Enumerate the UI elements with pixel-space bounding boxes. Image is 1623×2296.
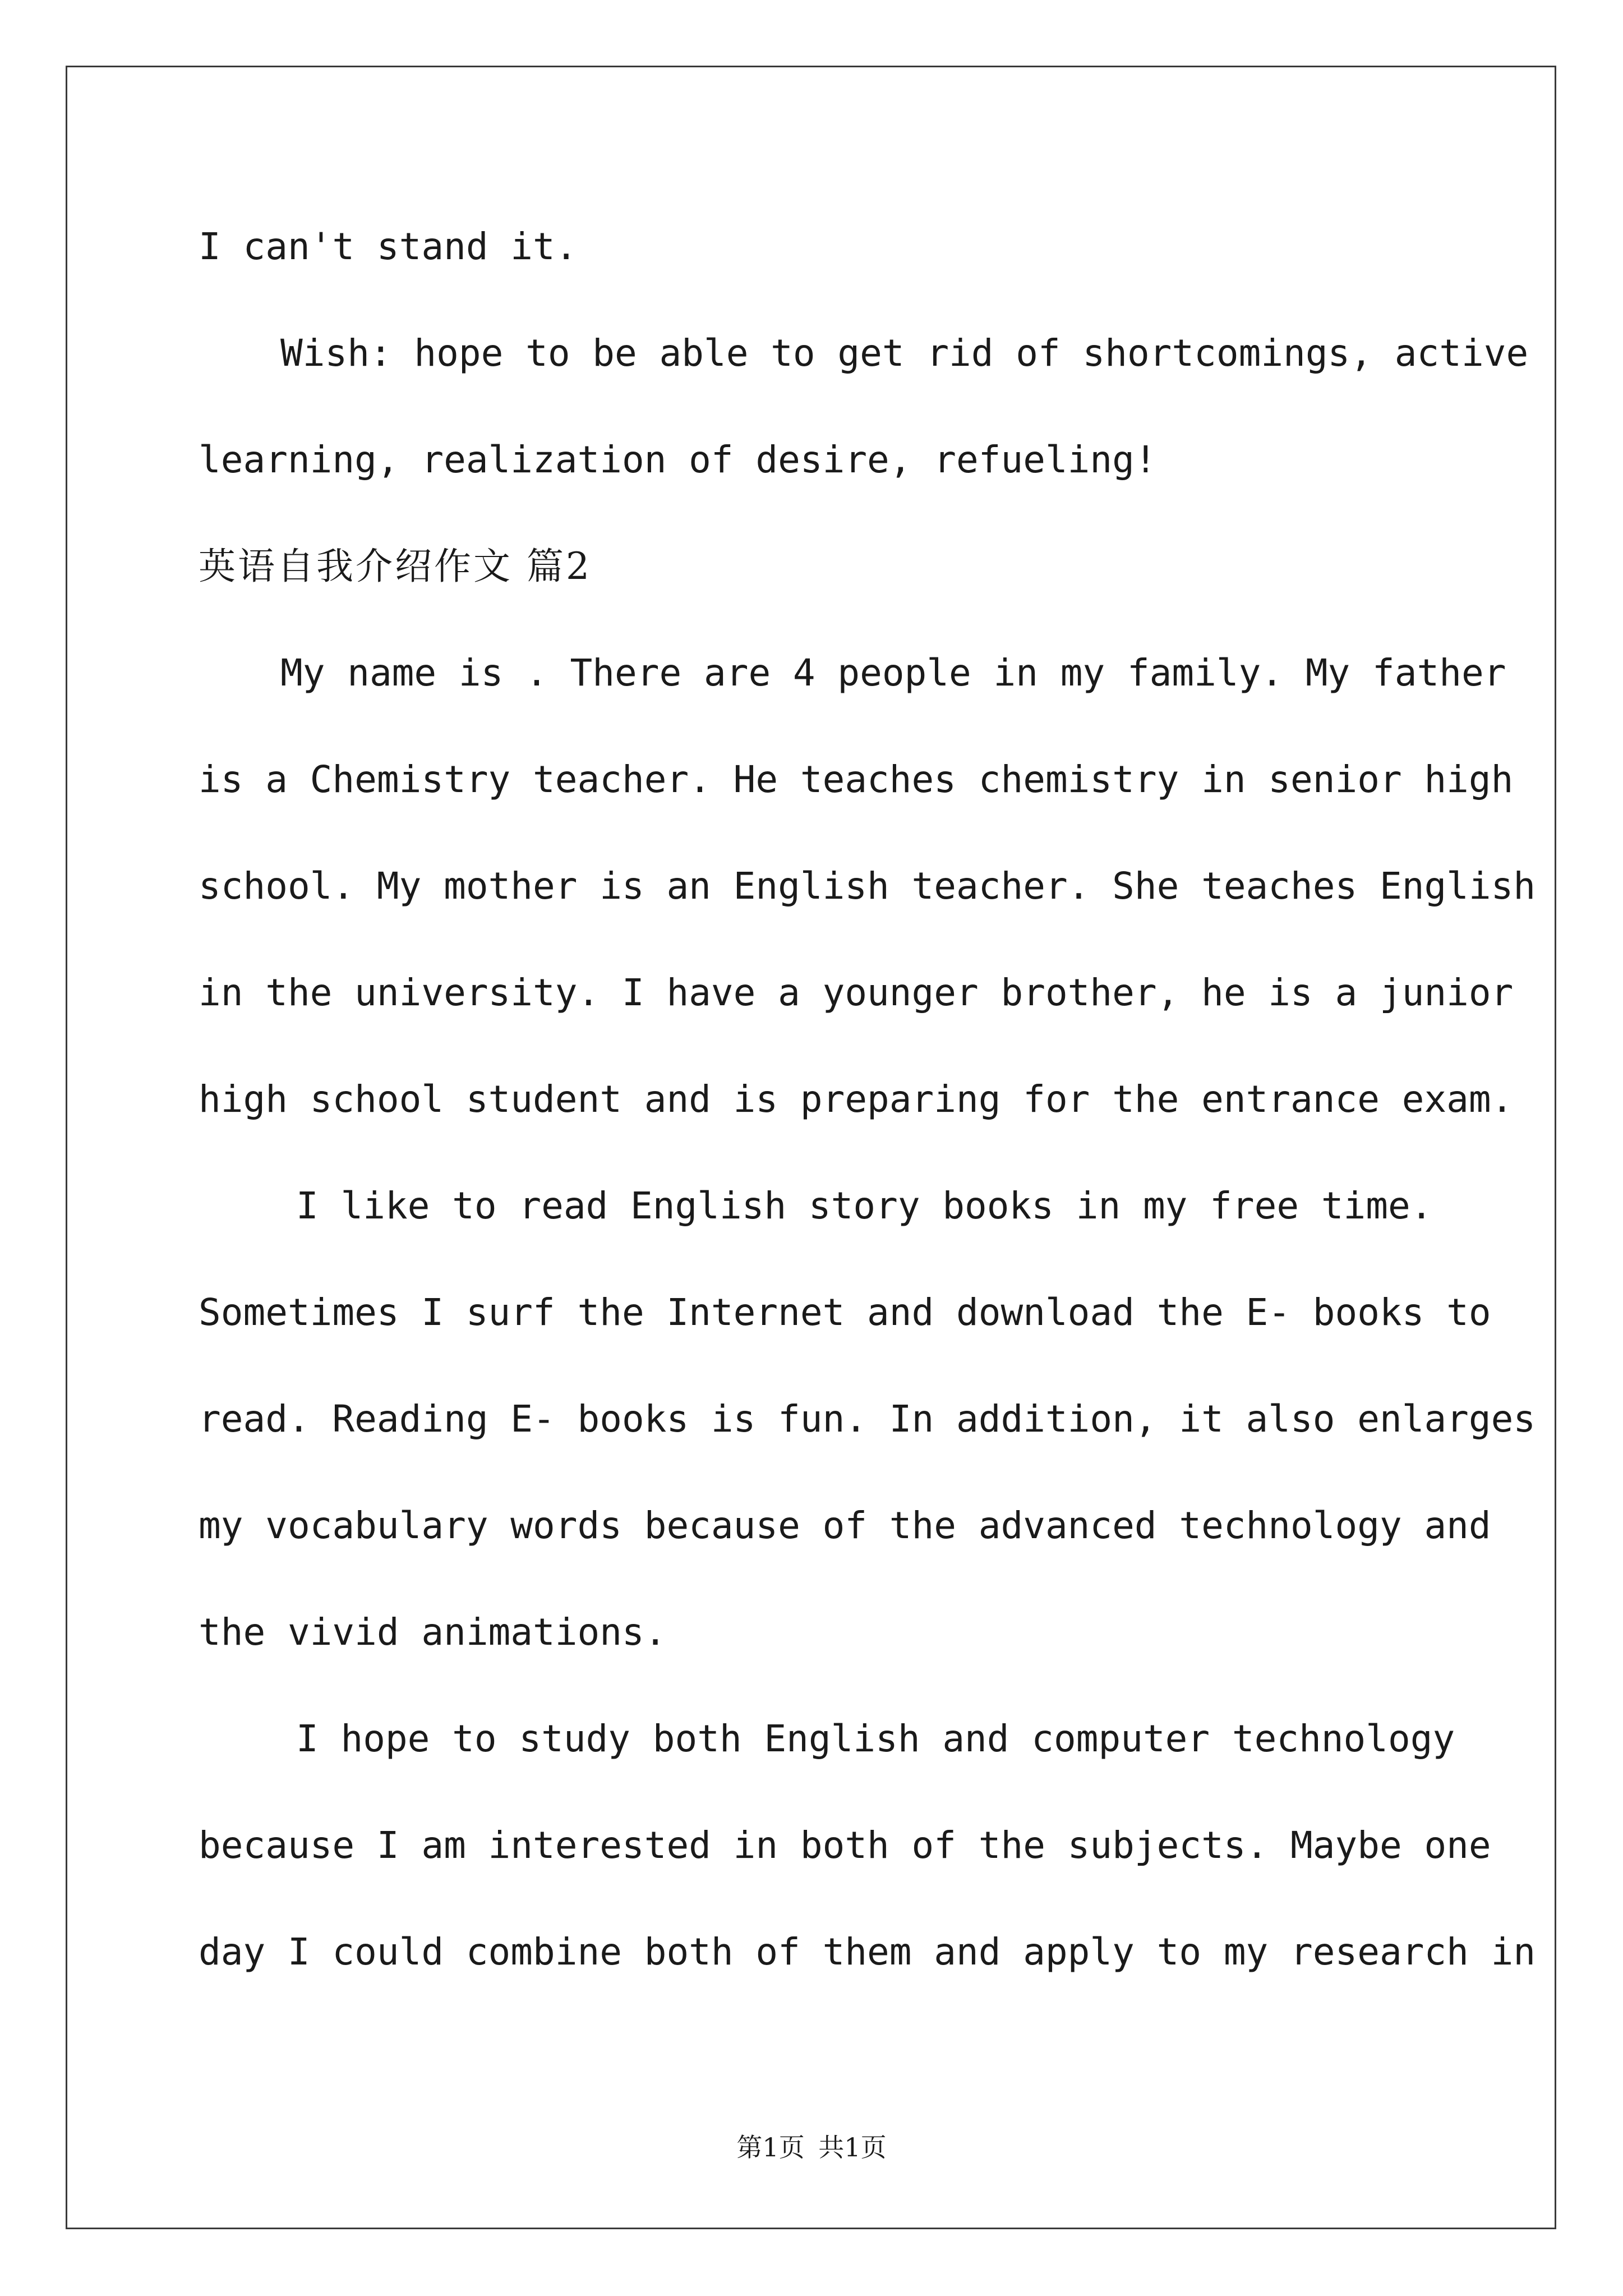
text-line: my vocabulary words because of the advanced technology and bbox=[199, 1504, 1491, 1547]
text-line: high school student and is preparing for the entrance exam. bbox=[199, 1078, 1514, 1121]
text-line: the vivid animations. bbox=[199, 1611, 667, 1654]
text-line: I hope to study both English and computer technology bbox=[296, 1717, 1455, 1760]
text-line: My name is . There are 4 people in my family. My father bbox=[280, 651, 1506, 694]
text-line: because I am interested in both of the subjects. Maybe one bbox=[199, 1824, 1491, 1867]
text-line: I like to read English story books in my free time. bbox=[296, 1184, 1433, 1227]
text-line: school. My mother is an English teacher. She teaches English bbox=[199, 864, 1536, 908]
section-heading: 英语自我介绍作文 篇2 bbox=[199, 545, 592, 588]
text-line: Wish: hope to be able to get rid of shortcomings, active bbox=[280, 332, 1529, 375]
text-line: in the university. I have a younger brother, he is a junior bbox=[199, 971, 1514, 1014]
text-line: read. Reading E- books is fun. In addition, it also enlarges bbox=[199, 1397, 1536, 1441]
page-border bbox=[66, 66, 1556, 2229]
text-line: Sometimes I surf the Internet and download the E- books to bbox=[199, 1291, 1491, 1334]
text-line: I can't stand it. bbox=[199, 225, 578, 268]
page-number-footer: 第1页 共1页 bbox=[736, 2132, 887, 2162]
text-line: learning, realization of desire, refueling! bbox=[199, 438, 1157, 481]
text-line: is a Chemistry teacher. He teaches chemistry in senior high bbox=[199, 758, 1514, 801]
text-line: day I could combine both of them and apply to my research in bbox=[199, 1930, 1536, 1973]
